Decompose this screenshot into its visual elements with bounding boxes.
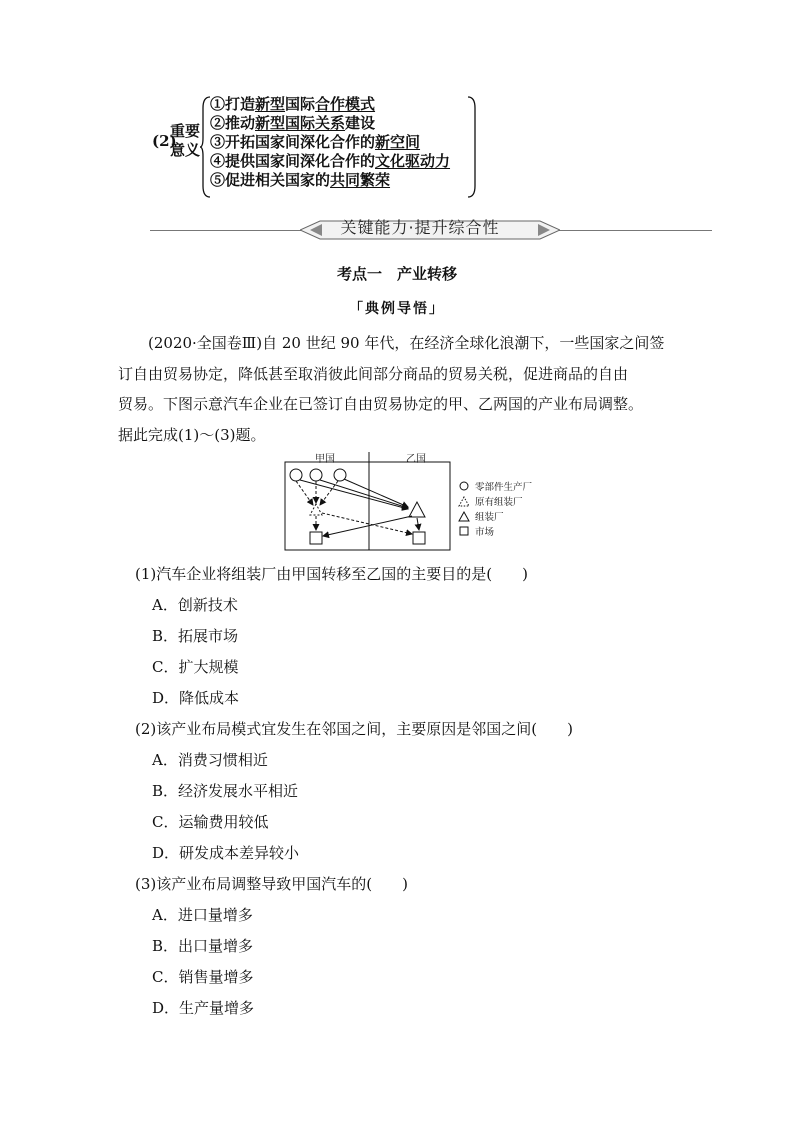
parts-factory [290,469,302,481]
country-a-label: 甲国 [315,454,335,465]
supply-arrow [320,480,408,508]
question-3-option-b[interactable]: B．出口量增多 [152,937,254,955]
question-2-option-d[interactable]: D．研发成本差异较小 [152,844,300,862]
supply-arrow [344,479,408,507]
intro-line: 订自由贸易协定，降低甚至取消彼此间部分商品的贸易关税，促进商品的自由 [118,364,629,383]
delivery-arrow [323,516,412,536]
legend-label: 市场 [475,527,495,538]
subsection-title: 「典例导悟」 [349,301,445,317]
question-1-stem: (1)汽车企业将组装厂由甲国转移至乙国的主要目的是( ) [135,565,528,583]
significance-list [210,95,450,190]
old-supply-arrow [296,481,313,505]
significance-heading-line-1: 重要 [170,122,201,140]
legend-label: 组装厂 [475,512,504,523]
question-1-option-b[interactable]: B．拓展市场 [152,627,239,645]
legend-circle-icon [460,482,468,490]
intro-line: (2020·全国卷Ⅲ)自 20 世纪 90 年代，在经济全球化浪潮下，一些国家之间签 [148,334,665,352]
intro-line: 贸易。下图示意汽车企业在已签订自由贸易协定的甲、乙两国的产业布局调整。 [118,395,644,413]
legend-label: 零部件生产厂 [475,482,533,493]
question-1-option-c[interactable]: C．扩大规模 [152,658,239,676]
question-2-option-c[interactable]: C．运输费用较低 [152,813,269,831]
significance-heading-line-2: 意义 [170,141,201,159]
question-1-option-a[interactable]: A．创新技术 [152,596,238,614]
question-3-option-d[interactable]: D．生产量增多 [152,999,255,1017]
original-assembly-plant [310,504,322,515]
question-intro [118,328,688,450]
significance-number: (2) [152,132,177,150]
industry-layout-diagram [280,448,560,553]
legend-triangle-icon [459,512,469,521]
question-2-option-a[interactable]: A．消费习惯相近 [152,751,268,769]
banner-title: 关键能力·提升综合性 [340,218,500,237]
significance-item: ①打造新型国际合作模式 [210,95,376,113]
delivery-arrow [417,518,419,530]
old-delivery-arrow [322,513,412,534]
section-title: 考点一 产业转移 [336,265,457,283]
question-2-stem: (2)该产业布局模式宜发生在邻国之间，主要原因是邻国之间( ) [135,720,573,738]
country-b-label: 乙国 [406,454,426,465]
question-1-option-d[interactable]: D．降低成本 [152,689,240,707]
assembly-plant [409,502,425,517]
legend-square-icon [460,527,468,535]
legend-dashed-triangle-icon [459,497,469,506]
market-b [413,532,425,544]
question-2-option-b[interactable]: B．经济发展水平相近 [152,782,299,800]
significance-item: ④提供国家间深化合作的文化驱动力 [210,152,451,170]
right-brace [466,96,478,198]
significance-item: ⑤促进相关国家的共同繁荣 [210,171,391,189]
question-3-stem: (3)该产业布局调整导致甲国汽车的( ) [135,875,408,893]
significance-item: ②推动新型国际关系建设 [210,114,376,132]
banner-rule-left [150,230,320,231]
market-a [310,532,322,544]
intro-line: 据此完成(1)～(3)题。 [118,425,266,444]
parts-factory [310,469,322,481]
question-3-option-a[interactable]: A．进口量增多 [152,906,253,924]
question-3-option-c[interactable]: C．销售量增多 [152,968,254,986]
legend-label: 原有组装厂 [475,497,523,508]
significance-item: ③开拓国家间深化合作的新空间 [210,133,421,151]
